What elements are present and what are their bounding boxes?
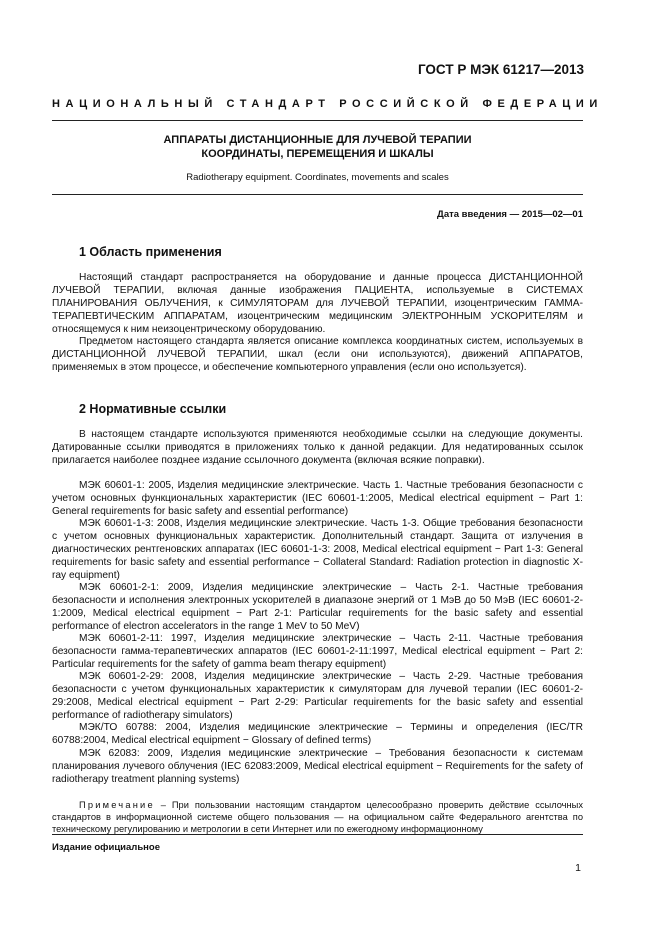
- title-line-2: КООРДИНАТЫ, ПЕРЕМЕЩЕНИЯ И ШКАЛЫ: [201, 148, 434, 160]
- section-2-heading: 2 Нормативные ссылки: [79, 402, 227, 416]
- reference-entry: МЭК 60601-2-11: 1997, Изделия медицинские электрические – Часть 2-11. Частные требования безопасности гамма-терапевтических аппаратов (IEC 60601-2-11:1997, Medical electrical equipment − Part 2: Particular requirements for the safety of gamma beam therapy equipment): [52, 633, 583, 670]
- reference-entry: МЭК 60601-2-29: 2008, Изделия медицинские электрические – Часть 2-29. Частные требования безопасности с учетом функциональных характеристик к симуляторам для лучевой терапии (IEC 60601-2-29:2008, Medical electrical equipment − Part 2-29: Particular requirements for the basic safety and essential performance of radiotherapy simulators): [52, 671, 583, 721]
- official-edition-label: Издание официальное: [52, 842, 160, 853]
- note-text: – При пользовании настоящим стандартом целесообразно проверить действие ссылочных стандартов в информационной системе общего пользования — на официальном сайте Федерального агентства по техническому регулированию и метрологии в сети Интернет или по ежегодному информационному: [52, 800, 583, 834]
- footer-divider: [52, 834, 583, 835]
- reference-entry: МЭК 60601-1-3: 2008, Изделия медицинские электрические. Часть 1-3. Общие требования безопасности с учетом основных функциональных характеристик. Дополнительный стандарт. Защита от излучения в диагностических рентгеновских аппаратах (IEC 60601-1-3: 2008, Medical electrical equipment − Part 1-3: General requirements for basic safety and essential performance − Collateral Standard: Radiation protection in diagnostic X-ray equipment): [52, 518, 583, 581]
- section-2-paragraph: В настоящем стандарте используются применяются необходимые ссылки на следующие документы. Датированные ссылки приводятся в приложениях только к данной редакции. Для недатированных ссылок прилагается наиболее позднее издание ссылочного документа (включая всякие поправки).: [52, 429, 583, 466]
- english-title: Radiotherapy equipment. Coordinates, movements and scales: [186, 172, 449, 183]
- section-1-paragraph: Настоящий стандарт распространяется на оборудование и данные процесса ДИСТАНЦИОННОЙ ЛУЧЕВОЙ ТЕРАПИИ, включая данные изображения ПАЦИЕНТА, используемые в СИСТЕМАХ ПЛАНИРОВАНИЯ ОБЛУЧЕНИЯ, к СИМУЛЯТОРАМ для ЛУЧЕВОЙ ТЕРАПИИ, изоцентрическим ГАММА-ТЕРАПЕВТИЧЕСКИМ АППАРАТАМ, изоцентрическим медицинским ЭЛЕКТРОННЫМ УСКОРИТЕЛЯМ и относящемуся к ним неизоцентрическому оборудованию.: [52, 272, 583, 335]
- note-label: Примечание: [79, 800, 155, 810]
- reference-entry: МЭК 60601-1: 2005, Изделия медицинские электрические. Часть 1. Частные требования безопасности с учетом основных функциональных характеристик (IEC 60601-1:2005, Medical electrical equipment − Part 1: General requirements for basic safety and essential performance): [52, 480, 583, 517]
- title-divider: [52, 194, 583, 195]
- reference-entry: МЭК/ТО 60788: 2004, Изделия медицинские электрические – Термины и определения (IEC/TR 60788:2004, Medical electrical equipment − Glossary of defined terms): [52, 722, 583, 746]
- gost-number: ГОСТ Р МЭК 61217—2013: [417, 62, 584, 77]
- header-divider: [52, 120, 583, 121]
- page-number: 1: [575, 862, 581, 874]
- reference-entry: МЭК 62083: 2009, Изделия медицинские электрические – Требования безопасности к системам планирования лучевого облучения (IEC 62083:2009, Medical electrical equipment − Requirements for the safety of radiotherapy treatment planning systems): [52, 748, 583, 785]
- section-1-paragraph: Предметом настоящего стандарта является описание комплекса координатных систем, используемых в ДИСТАНЦИОННОЙ ЛУЧЕВОЙ ТЕРАПИИ, шкал (если они используются), движений АППАРАТОВ, применяемых в этом процессе, и обеспечение компьютерного управления (если оно используется).: [52, 336, 583, 373]
- standard-type-heading: НАЦИОНАЛЬНЫЙ СТАНДАРТ РОССИЙСКОЙ ФЕДЕРАЦИИ: [52, 98, 603, 110]
- reference-entry: МЭК 60601-2-1: 2009, Изделия медицинские электрические – Часть 2-1. Частные требования безопасности и исполнения электронных ускорителей в диапазоне энергий от 1 МэВ до 50 МэВ (IEC 60601-2-1:2009, Medical electrical equipment − Part 2-1: Particular requirements for the basic safety and essential performance of electron accelerators in the range 1 MeV to 50 MeV): [52, 582, 583, 632]
- title-line-1: АППАРАТЫ ДИСТАНЦИОННЫЕ ДЛЯ ЛУЧЕВОЙ ТЕРАПИИ: [163, 134, 472, 146]
- introduction-date: Дата введения — 2015—02—01: [437, 209, 583, 220]
- section-1-heading: 1 Область применения: [79, 245, 222, 259]
- footnote: [52, 800, 583, 836]
